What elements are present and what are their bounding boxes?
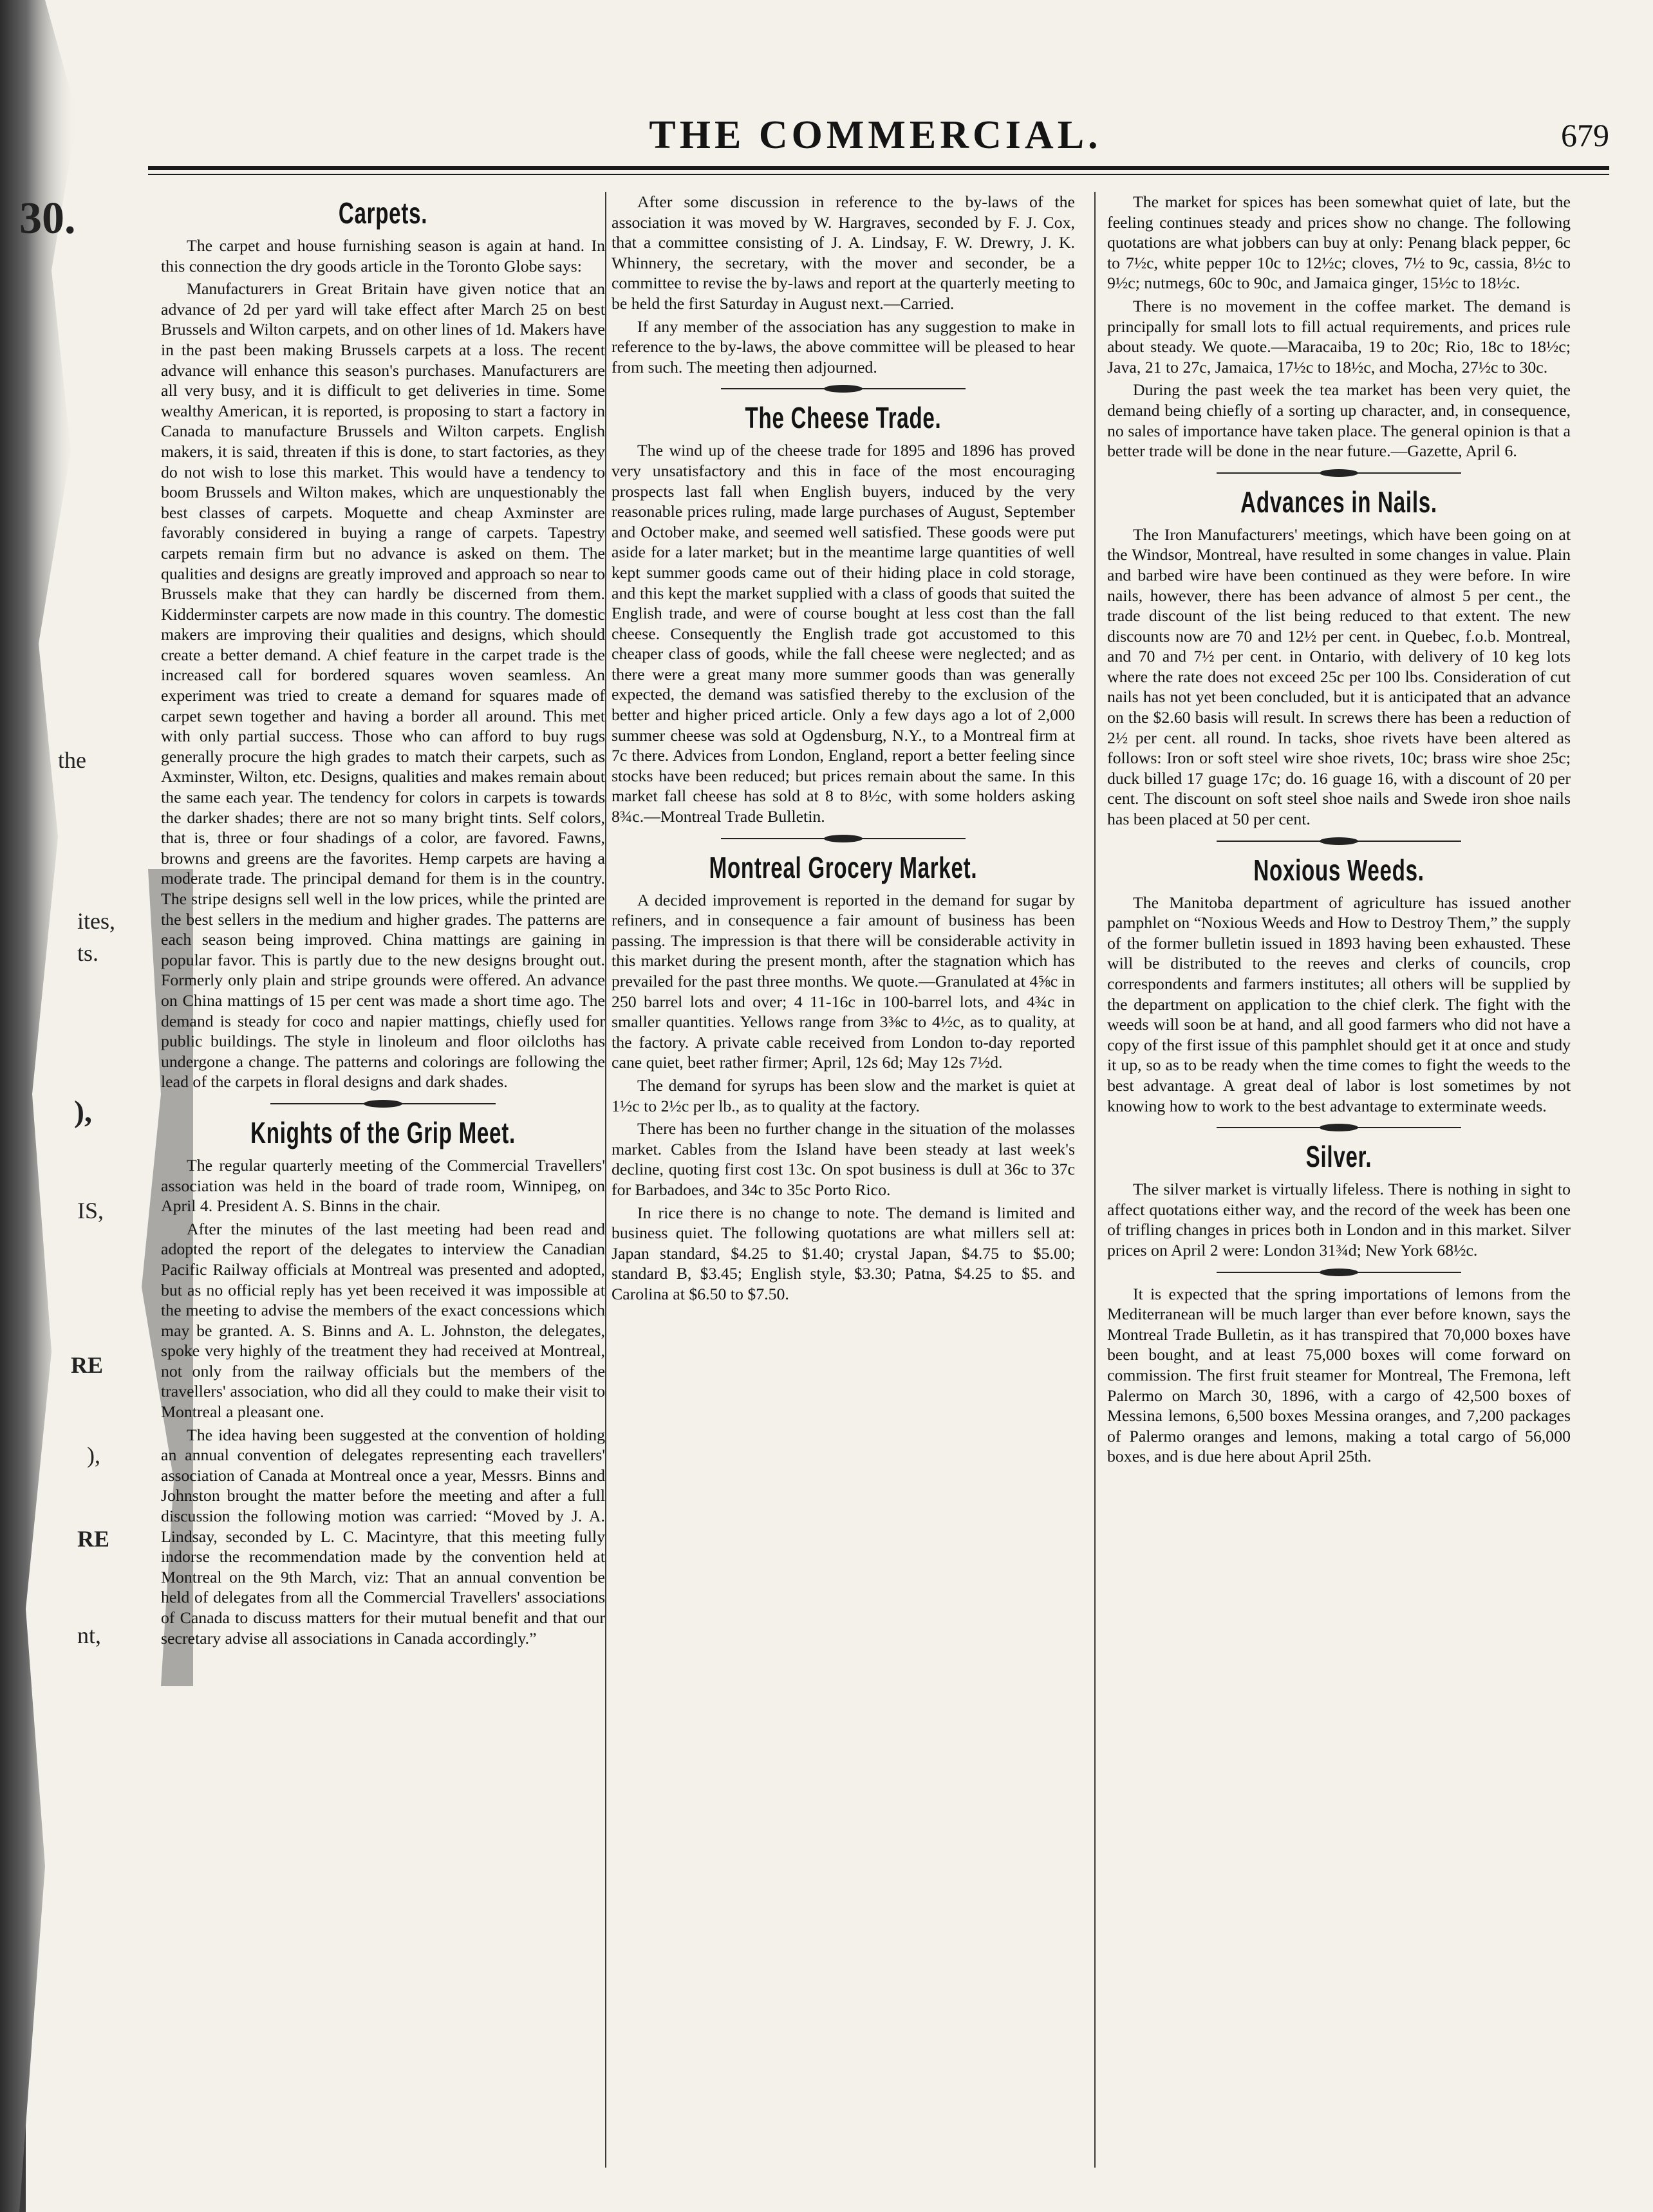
header-rule-thick — [148, 166, 1609, 170]
article-paragraph: The Iron Manufacturers' meetings, which have been going on at the Windsor, Montreal, have resulted in some changes in value. Plain and barbed wire have been continued as they were before. In wire nails, however, there has been advance of almost 5 per cent., the trade discount of the list being reduced to that extent. The new discounts now are 70 and 12½ per cent. in Quebec, f.o.b. Montreal, and 70 and 7½ per cent. in Ontario, with delivery of 10 keg lots where the rate does not exceed 25c per 100 lbs. Consideration of cut nails has not yet been concluded, but it is anticipated that an advance on the $2.60 basis will result. In screws there has been a reduction of 2½ per cent. all round. In tacks, shoe rivets have been altered as follows: Iron or soft steel wire shoe rivets, 10c; brass wire shoe 25c; duck billed 17 guage 17c; do. 16 guage 16, with a discount of 20 per cent. The discount on soft steel shoe nails and Swede iron shoe nails has been placed at 50 per cent. — [1107, 525, 1571, 829]
article-paragraph: The silver market is virtually lifeless. There is nothing in sight to affect quotations either way, and the record of the week has been one of trifling changes in prices both in London and in this market. Silver prices on April 2 were: London 31¾d; New York 68½c. — [1107, 1180, 1571, 1259]
article-paragraph: A decided improvement is reported in the demand for sugar by refiners, and in consequence a fair amount of business has been passing. The impression is that there will be considerable activity in this market during the present month, after the stagnation which has prevailed for the past three months. We quote.—Granulated at 4⅝c in 250 barrel lots and over; 4 11-16c in 100-barrel lots, and 4¾c in smaller quantities. Yellows range from 3⅜c to 4½c, as to quality, at the factory. A private cable received from London to-day reported cane quiet, beet rather firmer; April, 12s 6d; May 12s 7½d. — [612, 890, 1075, 1072]
section-separator — [612, 831, 1075, 846]
article-lemons — [1107, 1284, 1571, 1467]
article-paragraph: After the minutes of the last meeting had been read and adopted the report of the delegates to interview the Canadian Pacific Railway officials at Montreal was presented and adopted, but as no official reply has yet been received it was impossible at the meeting to advise the members of the exact concessions which may be granted. A. S. Binns and A. L. Johnston, the delegates, spoke very highly of the treatment they had received at Montreal, not only from the railway officials but the members of the travellers' association, who did all they could to make their visit to Montreal a pleasant one. — [161, 1219, 605, 1422]
column-rule — [1094, 192, 1096, 2168]
gutter-mark: 30. — [19, 194, 76, 243]
article-paragraph: There is no movement in the coffee market. The demand is principally for small lots to fill actual requirements, and prices rule about steady. We quote.—Maracaiba, 19 to 20c; Rio, 18c to 18½c; Java, 21 to 27c, Jamaica, 17½c to 18½c, and Mocha, 27½c to 30c. — [1107, 296, 1571, 376]
article-knights — [161, 1115, 605, 1648]
gutter-mark: ), — [87, 1442, 100, 1468]
article-paragraph: The market for spices has been somewhat quiet of late, but the feeling continues steady and prices show no change. The following quotations are what jobbers can buy at only: Penang black pepper, 6c to 7½c, white pepper 10c to 12½c; cloves, 7½ to 9c, cassia, 8½c to 9½c; nutmegs, 60c to 90c, and Jamaica ginger, 15½c to 18½c. — [1107, 192, 1571, 293]
header-rule-thin — [148, 174, 1609, 175]
gutter-mark: the — [58, 747, 86, 773]
article-paragraph: The regular quarterly meeting of the Commercial Travellers' association was held in the board of trade room, Winnipeg, on April 4. President A. S. Binns in the chair. — [161, 1155, 605, 1216]
article-grocery — [612, 850, 1075, 1305]
section-separator — [1107, 1120, 1571, 1135]
article-title: Knights of the Grip Meet. — [250, 1115, 516, 1149]
gutter-mark: ), — [74, 1095, 92, 1129]
column-1 — [161, 192, 605, 2174]
masthead: THE COMMERCIAL. — [649, 113, 1102, 157]
gutter-mark: IS, — [77, 1198, 104, 1223]
article-title: Carpets. — [338, 196, 428, 230]
article-weeds — [1107, 853, 1571, 1117]
article-paragraph: The carpet and house furnishing season is again at hand. In this connection the dry goods article in the Toronto Globe says: — [161, 236, 605, 275]
page-number: 679 — [1561, 117, 1609, 153]
article-paragraph: Manufacturers in Great Britain have given notice that an advance of 2d per yard will take effect after March 25 on best Brussels and Wilton carpets, and on other lines of 1d. Makers have in the past been making Brussels carpets at a loss. The recent advance will enhance this season's purchases. Manufacturers are all very busy, and it is difficult to get deliveries in time. Some wealthy American, it is reported, is proposing to start a factory in Canada to manufacture Brussels and Wilton carpets. English makers, it is said, threaten if this is done, to start factories, as they do not wish to lose this market. This would have a tendency to boom Brussels and Wilton makes, which are unquestionably the best classes of carpets. Moquette and cheap Axminster are favorably considered in buying a range of carpets. Tapestry carpets remain firm but no advance is asked on them. The qualities and designs are greatly improved and approach so near to Brussels make that they can hardly be discerned from them. Kidderminster carpets are now made in this country. The domestic makers are improving their qualities and designs, which should create a better demand. A chief feature in the carpet trade is the increased call for bordered squares woven seamless. An experiment was tried to create a demand for squares made of carpet sewn together and having a border all around. This met with only partial success. Those who can afford to buy rugs generally procure the high grades to match their carpets, such as Axminster, Wilton, etc. Designs, qualities and makes remain about the same each year. The tendency for colors in carpets is towards the darker shades; there are not so many bright tints. Self colors, that is, three or four shadings of a color, are favored. Fawns, browns and greens are the favorites. Hemp carpets are having a moderate trade. The principal demand for them is in the country. The stripe designs sell well in the low prices, while the printed are the best sellers in the medium and higher grades. The patterns are each season being improved. China mattings are gaining in popular favor. This is partly due to the new designs brought out. Formerly only plain and stripe grounds were offered. An advance on China mattings of 15 per cent was made a short time ago. The demand is steady for coco and napier mattings, chiefly used for public buildings. The style in linoleum and floor oilcloths has undergone a change. The patterns and colorings are following the lead of the carpets in floral designs and dark shades. — [161, 279, 605, 1092]
column-rule — [605, 192, 606, 2168]
article-title: Silver. — [1305, 1140, 1372, 1174]
article-paragraph: During the past week the tea market has been very quiet, the demand being chiefly of a sorting up character, and, in consequence, no sales of importance have taken place. The general opinion is that a better trade will be done in the near future.—Gazette, April 6. — [1107, 380, 1571, 461]
article-paragraph: If any member of the association has any suggestion to make in reference to the by-laws, the above committee will be pleased to hear from such. The meeting then adjourned. — [612, 317, 1075, 376]
article-title: Montreal Grocery Market. — [709, 850, 978, 884]
article-paragraph: The wind up of the cheese trade for 1895 and 1896 has proved very unsatisfactory and this in face of the most encouraging prospects last fall when English buyers, induced by the very reasonable prices ruling, made large purchases of August, September and October make, and seemed well satisfied. These goods were put aside for a later market; but in the meantime large quantities of well kept summer goods came out of their hiding place in cold storage, and this kept the market supplied with a class of goods that suited the English trade, and were of course bought at less cost than the fall cheese. Consequently the English trade got accustomed to this cheaper class of goods, while the fall cheese were neglected; and as there were a great many more summer goods than was generally expected, the demand was satisfied thereby to the exclusion of the better and higher priced article. Only a few days ago a lot of 2,000 summer cheese was sold at Ogdensburg, N.Y., to a Montreal firm at 7c there. Advices from London, England, report a better feeling since stocks have been reduced; but prices remain about the same. In this market fall cheese has sold at 8 to 8½c, with some holders asking 8¾c.—Montreal Trade Bulletin. — [612, 441, 1075, 826]
section-separator — [1107, 465, 1571, 481]
article-title: Advances in Nails. — [1240, 485, 1437, 519]
article-paragraph: In rice there is no change to note. The demand is limited and business quiet. The following quotations are what millers sell at: Japan standard, $4.25 to $1.40; crystal Japan, $4.75 to $5.00; standard B, $3.45; English style, $3.30; Patna, $4.25 to $5. and Carolina at $6.50 to $7.50. — [612, 1203, 1075, 1303]
article-paragraph: After some discussion in reference to the by-laws of the association it was moved by W. Hargraves, seconded by F. J. Cox, that a committee consisting of J. A. Lindsay, F. W. Drewry, J. K. Whinnery, the secretary, with the mover and seconder, be a committee to revise the by-laws and report at the quarterly meeting to be held the first Saturday in August next.—Carried. — [612, 192, 1075, 313]
section-separator — [1107, 1265, 1571, 1280]
gutter-mark: nt, — [77, 1622, 102, 1648]
article-nails — [1107, 485, 1571, 830]
article-paragraph: The idea having been suggested at the convention of holding an annual convention of delegates representing each travellers' association of Canada at Montreal once a year, Messrs. Binns and Johnston brought the matter before the meeting and after a full discussion the following motion was carried: “Moved by J. A. Lindsay, seconded by L. C. Macintyre, that this meeting fully indorse the recommendation made by the convention held at Montreal on the 9th March, viz: That an annual convention be held of delegates from all the Commercial Travellers' associations of Canada to discuss matters for their mutual benefit and that our secretary advise all associations in Canada accordingly.” — [161, 1425, 605, 1648]
article-title: The Cheese Trade. — [745, 401, 942, 435]
article-cheese — [612, 400, 1075, 826]
article-silver — [1107, 1139, 1571, 1260]
article-paragraph: There has been no further change in the situation of the molasses market. Cables from the Island have been steady at last week's decline, quoting first cost 13c. On spot business is dull at 36c to 37c for Barbadoes, and 34c to 35c Porto Rico. — [612, 1119, 1075, 1199]
article-paragraph: The Manitoba department of agriculture has issued another pamphlet on “Noxious Weeds and How to Destroy Them,” the supply of the former bulletin issued in 1893 having been exhausted. These will be distributed to the reeves and clerks of councils, crop correspondents and farmers institutes; all others will be supplied by the department on application to the chief clerk. The fight with the weeds will soon be at hand, and all good farmers who did not have a copy of the first issue of this pamphlet should get it at once and study it up, so as to be ready when the time comes to fight the weeds to the best advantage. A great deal of labor is lost sometimes by not knowing how to work to the best advantage to exterminate weeds. — [1107, 893, 1571, 1115]
section-separator — [161, 1096, 605, 1111]
column-3 — [1107, 192, 1571, 2174]
article-title: Noxious Weeds. — [1253, 853, 1424, 887]
gutter-mark: RE — [71, 1352, 104, 1378]
gutter-mark: ts. — [77, 940, 99, 966]
section-separator — [1107, 833, 1571, 849]
section-separator — [612, 381, 1075, 396]
article-grocery-continued — [1107, 192, 1571, 461]
gutter-mark: RE — [77, 1526, 110, 1552]
article-paragraph: It is expected that the spring importations of lemons from the Mediterranean will be much larger than ever before known, says the Montreal Trade Bulletin, as it has transpired that 70,000 boxes have been bought, and at least 75,000 boxes will come forward on commission. The first fruit steamer for Montreal, The Fremona, left Palermo on March 30, 1896, with a cargo of 42,500 boxes of Messina lemons, 6,500 boxes Messina oranges, and 7,200 packages of Palermo oranges and lemons, making a total cargo of 56,000 boxes, and is due here about April 25th. — [1107, 1284, 1571, 1466]
article-carpets — [161, 196, 605, 1092]
gutter-mark: ites, — [77, 908, 115, 934]
page-header — [135, 108, 1616, 162]
article-knights-continued — [612, 192, 1075, 377]
article-paragraph: The demand for syrups has been slow and the market is quiet at 1½c to 2½c per lb., as to quality at the factory. — [612, 1075, 1075, 1115]
column-2 — [612, 192, 1075, 2174]
